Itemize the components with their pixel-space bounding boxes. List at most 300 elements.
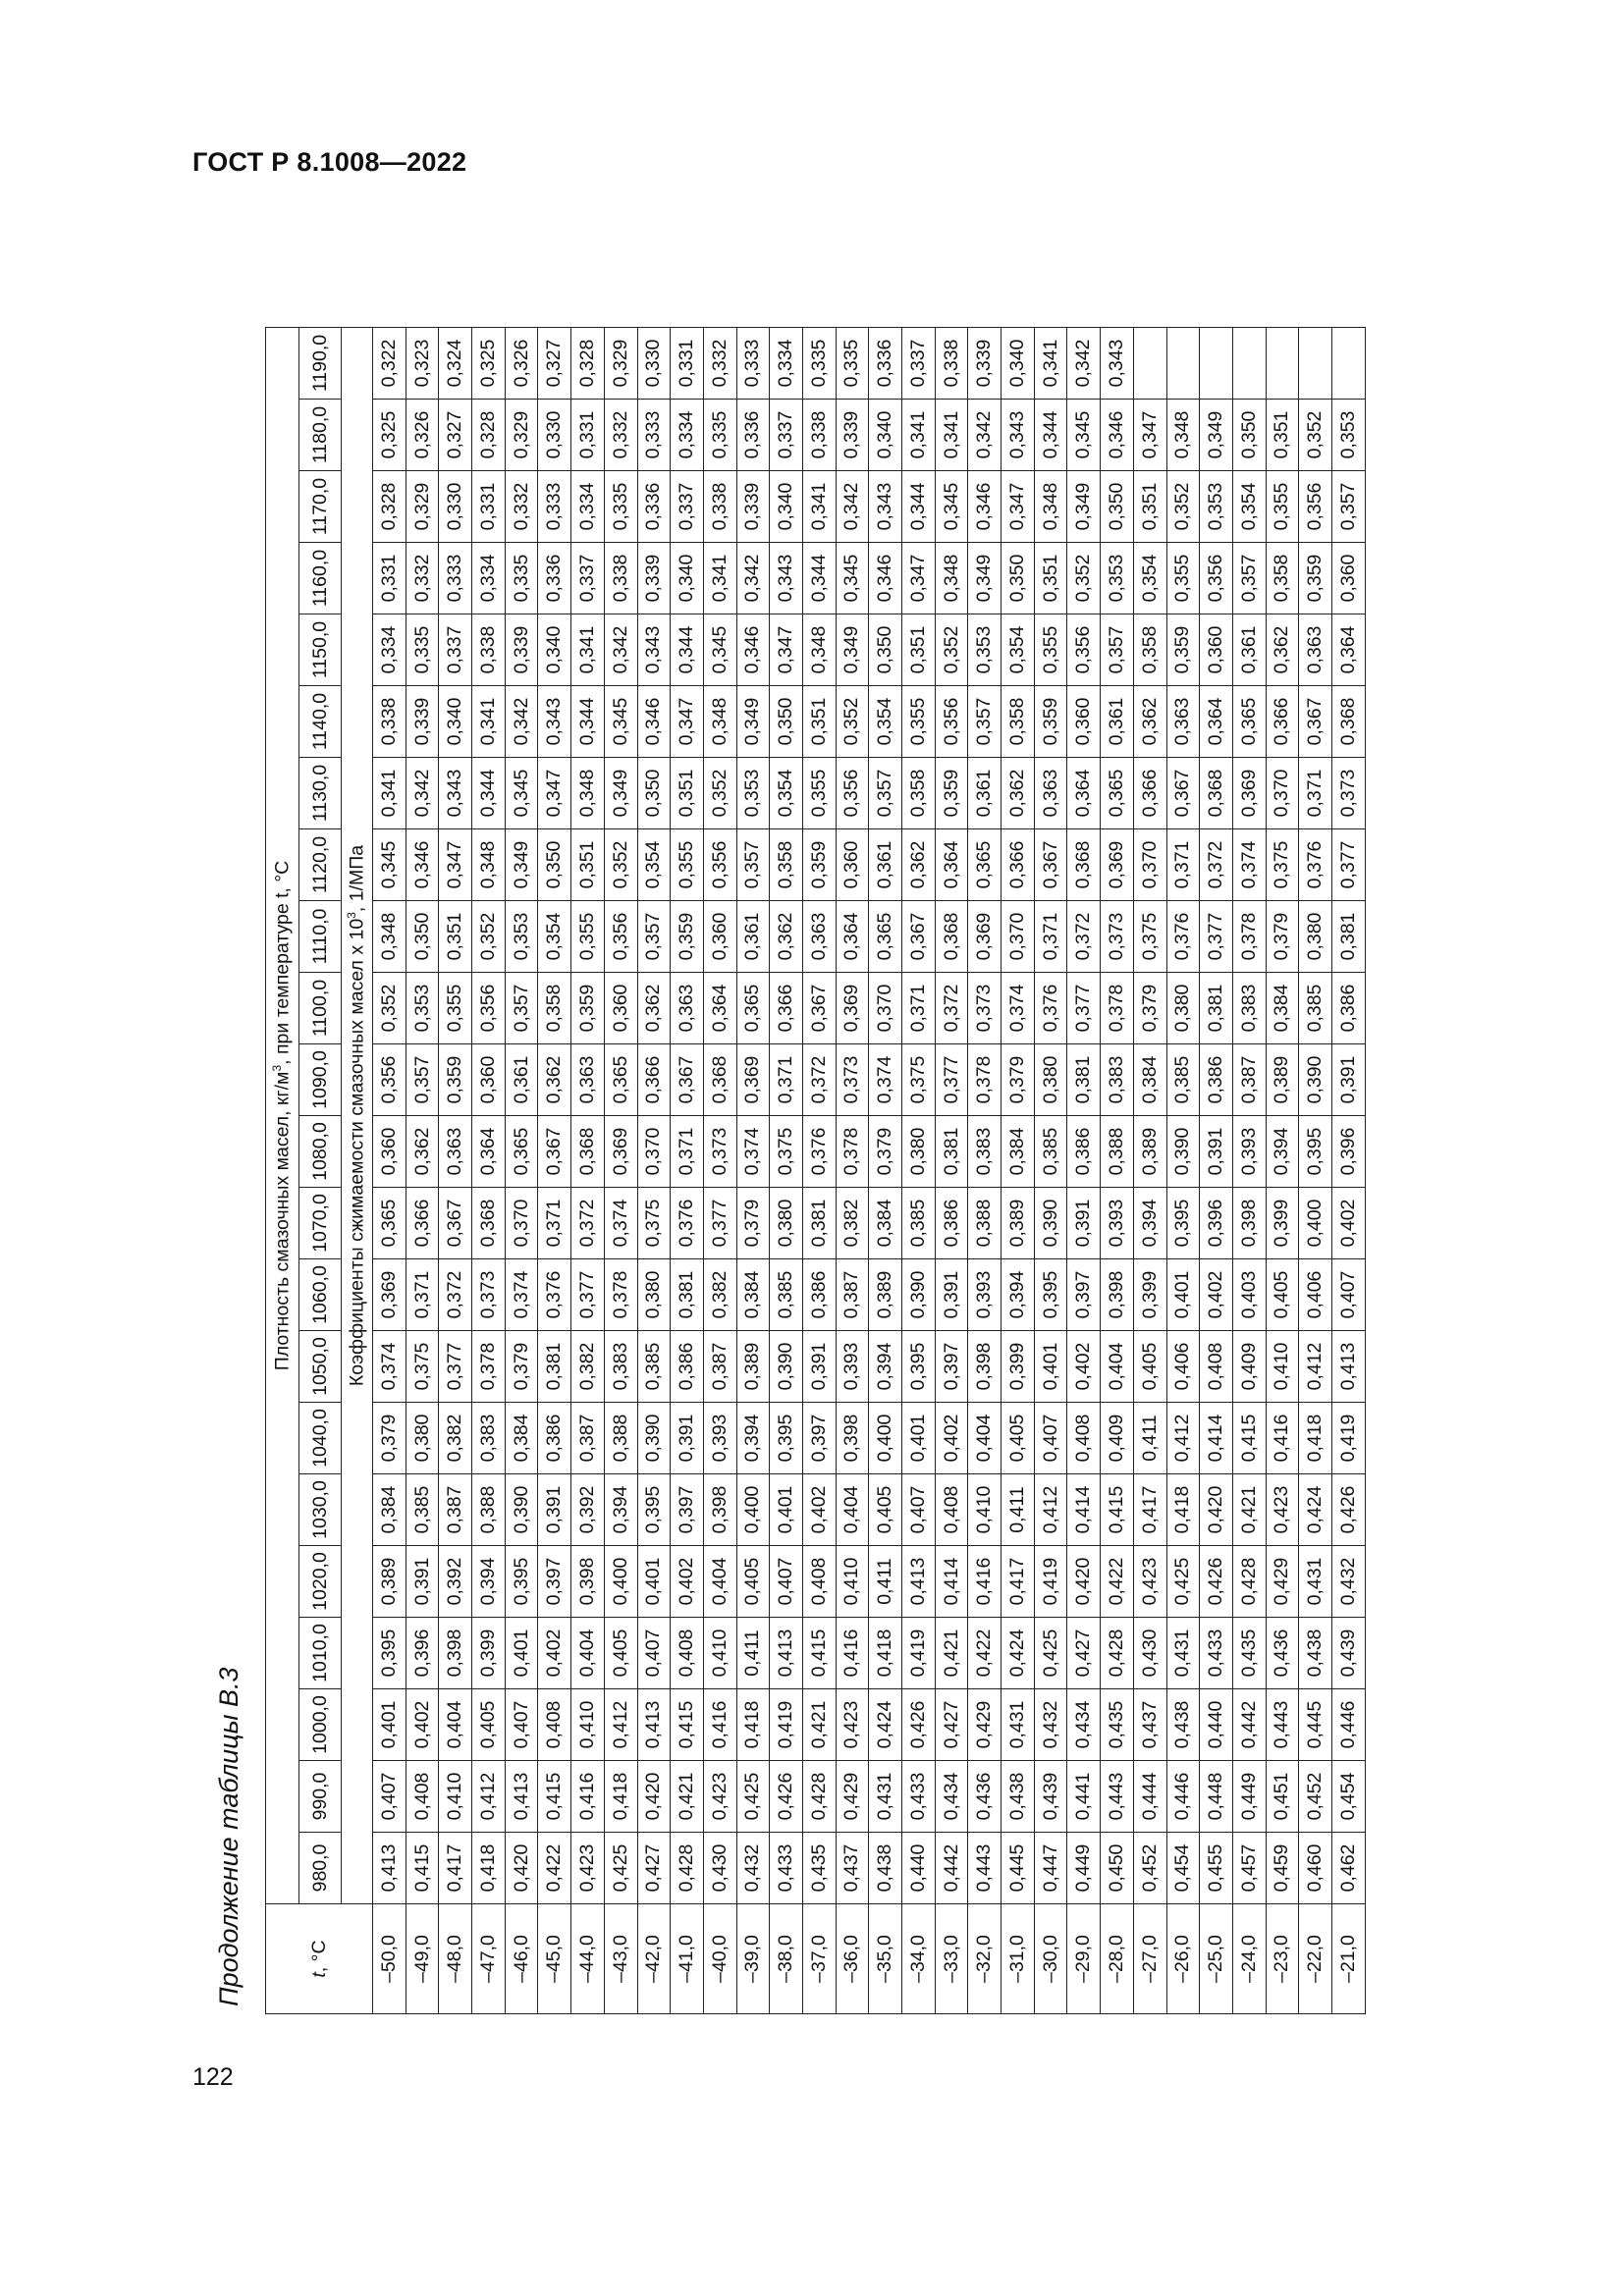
value-cell: 0,334 [472,543,506,614]
value-cell: 0,431 [1166,1618,1200,1689]
value-cell: 0,370 [869,973,902,1044]
value-cell: 0,397 [935,1331,968,1403]
value-cell: 0,345 [703,614,736,686]
density-column-header: 1070,0 [299,1188,342,1259]
value-cell: 0,421 [1232,1474,1266,1546]
table-row [1331,328,1365,2014]
value-cell: 0,390 [770,1331,803,1403]
value-cell: 0,353 [406,973,439,1044]
value-cell: 0,334 [373,614,406,686]
table-row [736,328,770,2014]
value-cell: 0,394 [1133,1188,1166,1259]
value-cell: 0,424 [1299,1474,1332,1546]
temperature-cell: –38,0 [770,1904,803,2014]
value-cell: 0,434 [1067,1689,1101,1761]
value-cell: 0,392 [571,1474,605,1546]
value-cell: 0,423 [836,1689,869,1761]
value-cell: 0,428 [671,1833,704,1904]
value-cell: 0,389 [1133,1116,1166,1188]
value-cell: 0,436 [1266,1618,1299,1689]
temperature-cell: –31,0 [1001,1904,1035,2014]
value-cell: 0,405 [1001,1403,1035,1474]
value-cell: 0,380 [1034,1044,1067,1116]
temperature-cell: –44,0 [571,1904,605,2014]
value-cell: 0,357 [1331,471,1365,543]
value-cell: 0,391 [802,1331,836,1403]
value-cell: 0,346 [406,829,439,901]
value-cell: 0,408 [1067,1403,1101,1474]
value-cell: 0,416 [836,1618,869,1689]
value-cell: 0,357 [736,829,770,901]
value-cell: 0,399 [1001,1331,1035,1403]
value-cell: 0,338 [703,471,736,543]
value-cell: 0,345 [505,758,538,829]
value-cell: 0,400 [736,1474,770,1546]
temperature-cell: –37,0 [802,1904,836,2014]
value-cell: 0,365 [505,1116,538,1188]
value-cell: 0,411 [1001,1474,1035,1546]
value-cell: 0,413 [1331,1331,1365,1403]
value-cell: 0,380 [770,1188,803,1259]
value-cell: 0,329 [604,328,637,400]
value-cell: 0,365 [1101,758,1134,829]
value-cell: 0,399 [472,1618,506,1689]
temperature-cell: –22,0 [1299,1904,1332,2014]
value-cell: 0,364 [836,901,869,973]
value-cell: 0,354 [1001,614,1035,686]
value-cell: 0,431 [869,1761,902,1833]
value-cell: 0,440 [902,1833,936,1904]
value-cell: 0,343 [1001,400,1035,471]
value-cell: 0,353 [1331,400,1365,471]
value-cell: 0,349 [505,829,538,901]
value-cell: 0,356 [703,829,736,901]
value-cell: 0,403 [1232,1259,1266,1331]
value-cell: 0,370 [1001,901,1035,973]
coefficient-header [342,328,373,1904]
value-cell: 0,365 [1232,686,1266,758]
value-cell: 0,365 [604,1044,637,1116]
value-cell: 0,408 [802,1546,836,1618]
temperature-cell: –24,0 [1232,1904,1266,2014]
value-cell: 0,337 [770,400,803,471]
value-cell: 0,378 [604,1259,637,1331]
value-cell: 0,364 [935,829,968,901]
value-cell: 0,391 [935,1259,968,1331]
density-column-header: 1150,0 [299,614,342,686]
value-cell: 0,378 [836,1116,869,1188]
value-cell: 0,422 [1101,1546,1134,1618]
value-cell: 0,404 [439,1689,472,1761]
value-cell: 0,325 [373,400,406,471]
value-cell: 0,337 [671,471,704,543]
value-cell: 0,355 [1166,543,1200,614]
value-cell: 0,348 [935,543,968,614]
value-cell: 0,360 [472,1044,506,1116]
value-cell: 0,377 [1200,901,1233,973]
table-row [1101,328,1134,2014]
value-cell: 0,369 [604,1116,637,1188]
value-cell: 0,362 [1001,758,1035,829]
value-cell: 0,385 [770,1259,803,1331]
value-cell [1166,328,1200,400]
value-cell: 0,378 [472,1331,506,1403]
value-cell: 0,368 [571,1116,605,1188]
value-cell: 0,413 [373,1833,406,1904]
value-cell: 0,389 [1001,1188,1035,1259]
value-cell: 0,352 [1299,400,1332,471]
value-cell: 0,390 [1166,1116,1200,1188]
value-cell: 0,351 [1133,471,1166,543]
value-cell: 0,338 [472,614,506,686]
value-cell: 0,410 [439,1761,472,1833]
value-cell: 0,419 [1034,1546,1067,1618]
value-cell: 0,355 [571,901,605,973]
value-cell: 0,337 [571,543,605,614]
value-cell: 0,350 [637,758,671,829]
value-cell: 0,394 [736,1403,770,1474]
value-cell: 0,419 [770,1689,803,1761]
value-cell: 0,414 [1200,1403,1233,1474]
value-cell: 0,363 [1299,614,1332,686]
value-cell: 0,334 [571,471,605,543]
value-cell: 0,366 [1266,686,1299,758]
value-cell: 0,354 [770,758,803,829]
value-cell: 0,433 [1200,1618,1233,1689]
temperature-cell: –34,0 [902,1904,936,2014]
value-cell: 0,335 [836,328,869,400]
value-cell: 0,342 [836,471,869,543]
value-cell: 0,343 [770,543,803,614]
table-row [935,328,968,2014]
value-cell: 0,369 [1232,758,1266,829]
value-cell: 0,373 [703,1116,736,1188]
value-cell: 0,384 [1133,1044,1166,1116]
value-cell: 0,326 [505,328,538,400]
value-cell: 0,338 [935,328,968,400]
value-cell: 0,371 [770,1044,803,1116]
value-cell: 0,348 [703,686,736,758]
value-cell: 0,424 [869,1689,902,1761]
value-cell: 0,399 [1133,1259,1166,1331]
value-cell: 0,357 [406,1044,439,1116]
value-cell: 0,350 [770,686,803,758]
value-cell: 0,419 [1331,1403,1365,1474]
value-cell: 0,394 [604,1474,637,1546]
value-cell: 0,339 [637,543,671,614]
temperature-cell: –43,0 [604,1904,637,2014]
value-cell: 0,358 [902,758,936,829]
value-cell: 0,333 [736,328,770,400]
value-cell: 0,382 [836,1188,869,1259]
value-cell: 0,366 [1133,758,1166,829]
value-cell: 0,374 [736,1116,770,1188]
page-number: 122 [192,2063,234,2091]
value-cell: 0,379 [373,1403,406,1474]
value-cell: 0,387 [571,1403,605,1474]
value-cell: 0,329 [406,471,439,543]
value-cell: 0,354 [637,829,671,901]
value-cell: 0,370 [1266,758,1299,829]
value-cell: 0,352 [1166,471,1200,543]
value-cell: 0,433 [770,1833,803,1904]
value-cell: 0,364 [703,973,736,1044]
value-cell: 0,363 [1166,686,1200,758]
value-cell: 0,404 [836,1474,869,1546]
value-cell: 0,445 [1001,1833,1035,1904]
value-cell: 0,374 [505,1259,538,1331]
value-cell: 0,337 [439,614,472,686]
value-cell: 0,400 [604,1546,637,1618]
value-cell: 0,349 [836,614,869,686]
value-cell: 0,409 [1101,1403,1134,1474]
density-column-header: 1050,0 [299,1331,342,1403]
temperature-cell: –35,0 [869,1904,902,2014]
value-cell: 0,454 [1331,1761,1365,1833]
value-cell [1331,328,1365,400]
value-cell: 0,346 [1101,400,1134,471]
value-cell: 0,415 [1101,1474,1134,1546]
value-cell: 0,399 [1266,1188,1299,1259]
document-header: ГОСТ Р 8.1008—2022 [192,147,467,177]
value-cell: 0,359 [571,973,605,1044]
density-column-header: 1130,0 [299,758,342,829]
value-cell: 0,362 [1133,686,1166,758]
value-cell: 0,346 [968,471,1001,543]
value-cell: 0,408 [935,1474,968,1546]
value-cell: 0,357 [1101,614,1134,686]
value-cell: 0,359 [935,758,968,829]
value-cell: 0,386 [802,1259,836,1331]
table-row [604,328,637,2014]
value-cell: 0,429 [1266,1546,1299,1618]
table-row [1200,328,1233,2014]
value-cell: 0,394 [1001,1259,1035,1331]
value-cell: 0,383 [1101,1044,1134,1116]
compressibility-table [265,327,1366,2014]
value-cell: 0,365 [373,1188,406,1259]
value-cell: 0,422 [968,1618,1001,1689]
value-cell: 0,369 [736,1044,770,1116]
table-row [1266,328,1299,2014]
value-cell: 0,384 [736,1259,770,1331]
value-cell: 0,341 [935,400,968,471]
value-cell: 0,386 [671,1331,704,1403]
value-cell: 0,369 [1101,829,1134,901]
value-cell: 0,375 [1266,829,1299,901]
value-cell: 0,354 [869,686,902,758]
density-column-header: 990,0 [299,1761,342,1833]
value-cell: 0,401 [902,1403,936,1474]
value-cell: 0,415 [802,1618,836,1689]
value-cell: 0,452 [1299,1761,1332,1833]
value-cell: 0,338 [604,543,637,614]
value-cell: 0,440 [1200,1689,1233,1761]
value-cell: 0,376 [802,1116,836,1188]
value-cell: 0,351 [439,901,472,973]
value-cell: 0,348 [373,901,406,973]
value-cell: 0,416 [1266,1403,1299,1474]
value-cell: 0,333 [637,400,671,471]
value-cell: 0,409 [1232,1331,1266,1403]
value-cell: 0,342 [1067,328,1101,400]
value-cell: 0,332 [406,543,439,614]
temperature-cell: –26,0 [1166,1904,1200,2014]
value-cell: 0,335 [406,614,439,686]
value-cell: 0,344 [1034,400,1067,471]
value-cell: 0,420 [1067,1546,1101,1618]
value-cell: 0,368 [935,901,968,973]
value-cell: 0,398 [571,1546,605,1618]
value-cell: 0,391 [1331,1044,1365,1116]
value-cell: 0,432 [1331,1546,1365,1618]
value-cell: 0,352 [703,758,736,829]
value-cell: 0,351 [571,829,605,901]
value-cell: 0,348 [1166,400,1200,471]
value-cell: 0,372 [1200,829,1233,901]
value-cell: 0,383 [1232,973,1266,1044]
value-cell: 0,339 [406,686,439,758]
value-cell: 0,429 [836,1761,869,1833]
value-cell: 0,351 [802,686,836,758]
value-cell: 0,442 [935,1833,968,1904]
value-cell: 0,353 [968,614,1001,686]
value-cell: 0,398 [968,1331,1001,1403]
value-cell: 0,391 [671,1403,704,1474]
value-cell: 0,377 [439,1331,472,1403]
value-cell: 0,388 [1101,1116,1134,1188]
value-cell: 0,405 [1266,1259,1299,1331]
value-cell: 0,410 [703,1618,736,1689]
value-cell: 0,432 [1034,1689,1067,1761]
value-cell: 0,328 [571,328,605,400]
value-cell: 0,381 [1331,901,1365,973]
value-cell: 0,331 [671,328,704,400]
value-cell: 0,339 [736,471,770,543]
value-cell: 0,384 [1266,973,1299,1044]
header-row-density [266,328,299,2014]
table-row [1166,328,1200,2014]
value-cell: 0,394 [1266,1116,1299,1188]
value-cell: 0,381 [1067,1044,1101,1116]
value-cell: 0,405 [869,1474,902,1546]
value-cell: 0,360 [836,829,869,901]
value-cell: 0,400 [1299,1188,1332,1259]
value-cell: 0,367 [802,973,836,1044]
value-cell: 0,384 [869,1188,902,1259]
value-cell: 0,383 [604,1331,637,1403]
value-cell: 0,381 [935,1116,968,1188]
value-cell: 0,360 [1331,543,1365,614]
density-column-header: 1160,0 [299,543,342,614]
value-cell: 0,402 [1200,1259,1233,1331]
value-cell: 0,439 [1034,1761,1067,1833]
value-cell: 0,425 [1166,1546,1200,1618]
value-cell: 0,345 [935,471,968,543]
value-cell: 0,396 [406,1618,439,1689]
value-cell: 0,356 [604,901,637,973]
density-column-header: 1170,0 [299,471,342,543]
value-cell: 0,381 [1200,973,1233,1044]
value-cell: 0,426 [1331,1474,1365,1546]
value-cell: 0,391 [406,1546,439,1618]
value-cell: 0,386 [538,1403,571,1474]
value-cell: 0,406 [1166,1331,1200,1403]
value-cell: 0,419 [902,1618,936,1689]
value-cell: 0,370 [505,1188,538,1259]
value-cell: 0,410 [571,1689,605,1761]
temperature-cell: –28,0 [1101,1904,1134,2014]
value-cell: 0,430 [703,1833,736,1904]
value-cell: 0,339 [505,614,538,686]
value-cell: 0,337 [902,328,936,400]
value-cell: 0,390 [505,1474,538,1546]
value-cell: 0,379 [1266,901,1299,973]
value-cell: 0,352 [373,973,406,1044]
value-cell: 0,340 [869,400,902,471]
value-cell: 0,384 [505,1403,538,1474]
value-cell: 0,379 [505,1331,538,1403]
value-cell: 0,398 [1101,1259,1134,1331]
temperature-cell: –25,0 [1200,1904,1233,2014]
value-cell: 0,394 [472,1546,506,1618]
value-cell: 0,369 [836,973,869,1044]
value-cell: 0,415 [406,1833,439,1904]
value-cell: 0,401 [1166,1259,1200,1331]
value-cell: 0,358 [1001,686,1035,758]
value-cell: 0,349 [1067,471,1101,543]
value-cell: 0,418 [1299,1403,1332,1474]
value-cell: 0,431 [1299,1546,1332,1618]
value-cell: 0,446 [1331,1689,1365,1761]
value-cell: 0,404 [968,1403,1001,1474]
value-cell: 0,368 [1200,758,1233,829]
value-cell: 0,331 [373,543,406,614]
value-cell: 0,367 [902,901,936,973]
value-cell: 0,364 [1200,686,1233,758]
value-cell: 0,365 [736,973,770,1044]
value-cell: 0,439 [1331,1618,1365,1689]
value-cell: 0,377 [571,1259,605,1331]
table-caption: Продолжение таблицы В.3 [214,1667,244,2006]
value-cell: 0,395 [1299,1116,1332,1188]
value-cell: 0,361 [1101,686,1134,758]
value-cell: 0,375 [1133,901,1166,973]
value-cell: 0,347 [538,758,571,829]
value-cell: 0,393 [968,1259,1001,1331]
value-cell: 0,377 [1067,973,1101,1044]
value-cell: 0,328 [472,400,506,471]
temperature-cell: –49,0 [406,1904,439,2014]
value-cell: 0,435 [1232,1618,1266,1689]
value-cell: 0,355 [902,686,936,758]
value-cell: 0,448 [1200,1761,1233,1833]
value-cell: 0,395 [1166,1188,1200,1259]
value-cell: 0,420 [1200,1474,1233,1546]
value-cell: 0,386 [1331,973,1365,1044]
value-cell: 0,340 [1001,328,1035,400]
value-cell: 0,455 [1200,1833,1233,1904]
value-cell: 0,398 [439,1618,472,1689]
value-cell: 0,341 [902,400,936,471]
value-cell: 0,335 [802,328,836,400]
value-cell: 0,380 [406,1403,439,1474]
value-cell: 0,412 [1166,1403,1200,1474]
value-cell: 0,401 [1034,1331,1067,1403]
value-cell: 0,380 [902,1116,936,1188]
value-cell: 0,350 [1101,471,1134,543]
value-cell: 0,390 [1299,1044,1332,1116]
